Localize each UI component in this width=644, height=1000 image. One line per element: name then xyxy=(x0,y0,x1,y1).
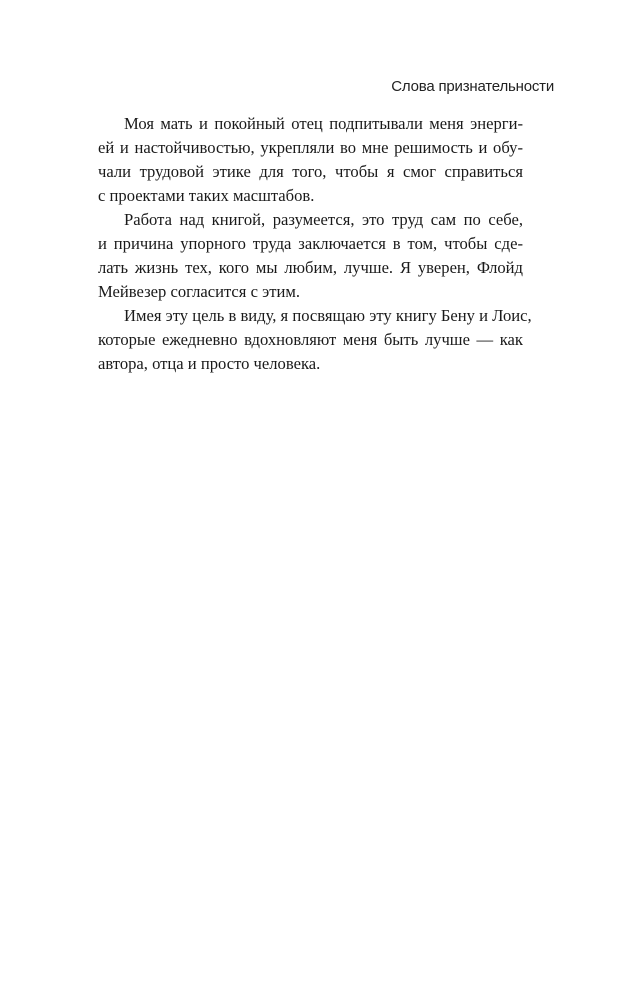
paragraph-dedication xyxy=(98,304,532,376)
text-line: и причина упорного труда заключается в том, чтобы сде- xyxy=(98,234,523,253)
paragraph-parents xyxy=(98,112,523,208)
text-line: Моя мать и покойный отец подпитывали меня энерги- xyxy=(124,114,523,133)
text-line: Имея эту цель в виду, я посвящаю эту книгу Бену и Лоис, xyxy=(124,306,532,325)
text-line: Работа над книгой, разумеется, это труд сам по себе, xyxy=(124,210,523,229)
text-line: чали трудовой этике для того, чтобы я смог справиться xyxy=(98,162,523,181)
running-header: Слова признательности xyxy=(391,78,554,95)
text-line: лать жизнь тех, кого мы любим, лучше. Я уверен, Флойд xyxy=(98,258,523,277)
text-line: Мейвезер согласится с этим. xyxy=(98,282,300,301)
text-line: с проектами таких масштабов. xyxy=(98,186,315,205)
text-line: ей и настойчивостью, укрепляли во мне решимость и обу- xyxy=(98,138,523,157)
body-text xyxy=(98,112,532,376)
paragraph-work xyxy=(98,208,523,304)
text-line: которые ежедневно вдохновляют меня быть лучше — как xyxy=(98,330,523,349)
text-line: автора, отца и просто человека. xyxy=(98,354,321,373)
